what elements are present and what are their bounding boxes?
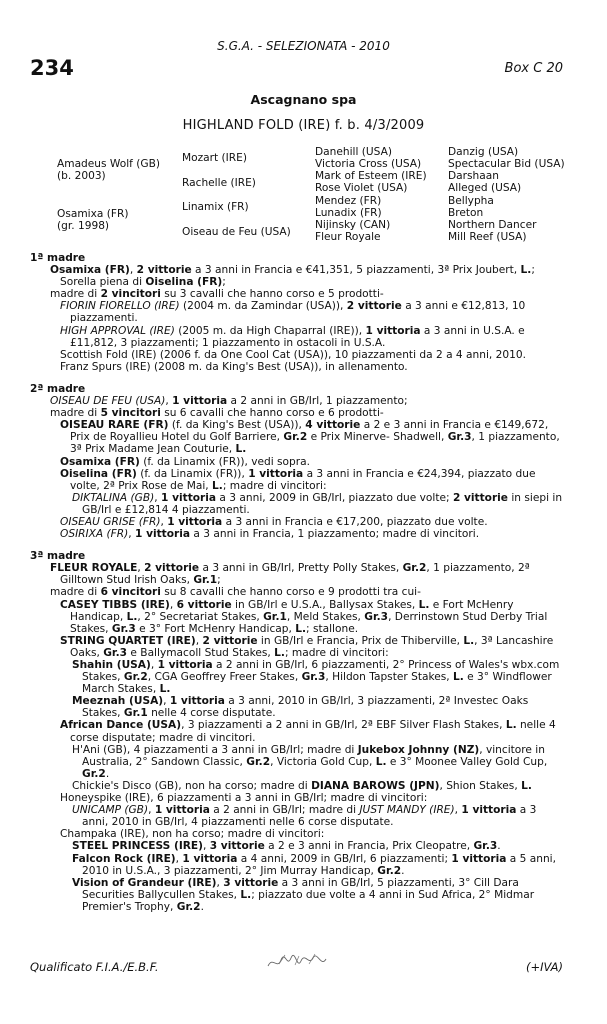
produce-record: [30, 252, 565, 913]
record-line: OISEAU GRISE (FR), 1 vittoria a 3 anni in Francia e €17,200, piazzato due volte.: [60, 515, 488, 528]
record-line: African Dance (USA), 3 piazzamenti a 2 anni in GB/Irl, 2ª EBF Silver Flash Stakes, L. nelle 4 corse disputate; madre di vincitori.: [60, 719, 556, 744]
record-line: Franz Spurs (IRE) (2008 m. da King's Best (USA)), in allenamento.: [60, 360, 408, 373]
record-line: STEEL PRINCESS (IRE), 3 vittorie a 2 e 3 anni in Francia, Prix Cleopatre, Gr.3.: [72, 840, 501, 853]
record-line: madre di 6 vincitori su 8 cavalli che hanno corso e 9 prodotti tra cui-: [50, 586, 421, 599]
pedigree-gen4: Northern Dancer: [448, 219, 537, 231]
record-line: UNICAMP (GB), 1 vittoria a 2 anni in GB/Irl; madre di JUST MANDY (IRE), 1 vittoria a 3 anni, 2010 in GB/Irl, 4 piazzamenti nelle 6 corse disputate.: [72, 804, 537, 829]
record-line: Champaka (IRE), non ha corso; madre di vincitori:: [60, 828, 325, 841]
pedigree-gen4: Darshaan: [448, 170, 499, 182]
box-number: Box C 20: [504, 61, 563, 76]
dam-year: (gr. 1998): [57, 220, 110, 232]
pedigree-gen2: Oiseau de Feu (USA): [182, 226, 291, 238]
record-line: CASEY TIBBS (IRE), 6 vittorie in GB/Irl e U.S.A., Ballysax Stakes, L. e Fort McHenry Handicap, L., 2° Secretariat Stakes, Gr.1, Meld Stakes, Gr.3, Derrinstown Stud Derby Trial Stakes, Gr.3 e 3° Fort McHenry Handicap, L.; stallone.: [60, 598, 548, 635]
dam-name: Osamixa (FR): [57, 208, 129, 220]
record-line: Honeyspike (IRE), 6 piazzamenti a 3 anni in GB/Irl; madre di vincitori:: [60, 792, 428, 805]
pedigree-gen3: Danehill (USA): [315, 146, 392, 158]
section-heading-first-dam: 1ª madre: [30, 252, 86, 264]
pedigree-gen4: Bellypha: [448, 195, 494, 207]
section-heading-second-dam: 2ª madre: [30, 382, 86, 395]
footer-vat: (+IVA): [526, 960, 563, 974]
record-line: Meeznah (USA), 1 vittoria a 3 anni, 2010 in GB/Irl, 3 piazzamenti, 2ª Investec Oaks Stakes, Gr.1 nelle 4 corse disputate.: [72, 695, 529, 720]
pedigree-gen4: Mill Reef (USA): [448, 231, 527, 243]
record-line: STRING QUARTET (IRE), 2 vittorie in GB/Irl e Francia, Prix de Thiberville, L., 3ª Lancashire Oaks, Gr.3 e Ballymacoll Stud Stakes, L.; madre di vincitori:: [60, 634, 554, 659]
pedigree-gen3: Victoria Cross (USA): [315, 158, 422, 170]
signature-icon: [265, 950, 329, 974]
pedigree-gen2: Mozart (IRE): [182, 152, 247, 164]
record-line: Chickie's Disco (GB), non ha corso; madre di DIANA BAROWS (JPN), Shion Stakes, L.: [72, 779, 532, 792]
record-line: madre di 2 vincitori su 3 cavalli che hanno corso e 5 prodotti-: [50, 288, 384, 301]
record-line: Shahin (USA), 1 vittoria a 2 anni in GB/Irl, 6 piazzamenti, 2° Princess of Wales's wbx.com Stakes, Gr.2, CGA Geoffrey Freer Stakes, Gr.3, Hildon Tapster Stakes, L. e 3° Windflower March Stakes, L.: [72, 659, 560, 696]
pedigree-gen3: Rose Violet (USA): [315, 182, 408, 194]
pedigree-gen3: Nijinsky (CAN): [315, 219, 391, 231]
pedigree-gen3: Mark of Esteem (IRE): [315, 170, 427, 182]
horse-title: HIGHLAND FOLD (IRE) f. b. 4/3/2009: [182, 118, 425, 133]
record-line: HIGH APPROVAL (IRE) (2005 m. da High Chaparral (IRE)), 1 vittoria a 3 anni in U.S.A. e £11,812, 3 piazzamenti; 1 piazzamento in ostacoli in U.S.A.: [60, 324, 525, 349]
record-line: Scottish Fold (IRE) (2006 f. da One Cool Cat (USA)), 10 piazzamenti da 2 a 4 anni, 2010.: [60, 348, 526, 361]
section-heading-third-dam: 3ª madre: [30, 550, 86, 563]
record-line: Osamixa (FR), 2 vittorie a 3 anni in Francia e €41,351, 5 piazzamenti, 3ª Prix Joubert, L.; Sorella piena di Oiselina (FR);: [50, 264, 535, 289]
lot-number: 234: [30, 56, 74, 80]
record-line: OISEAU RARE (FR) (f. da King's Best (USA)), 4 vittorie a 2 e 3 anni in Francia e €149,672, Prix de Royallieu Hotel du Golf Barriere, Gr.2 e Prix Minerve- Shadwell, Gr.3, 1 piazzamento, 3ª Prix Madame Jean Couturie, L.: [60, 419, 560, 456]
record-line: DIKTALINA (GB), 1 vittoria a 3 anni, 2009 in GB/Irl, piazzato due volte; 2 vittorie in siepi in GB/Irl e £12,814 4 piazzamenti.: [72, 491, 563, 516]
record-line: FIORIN FIORELLO (IRE) (2004 m. da Zamindar (USA)), 2 vittorie a 3 anni e €12,813, 10 piazzamenti.: [60, 300, 526, 325]
sire-year: (b. 2003): [57, 170, 106, 182]
pedigree-gen4: Breton: [448, 207, 484, 219]
record-line: FLEUR ROYALE, 2 vittorie a 3 anni in GB/Irl, Pretty Polly Stakes, Gr.2, 1 piazzamento, 2ª Gilltown Stud Irish Oaks, Gr.1;: [50, 562, 530, 587]
footer-qualification: Qualificato F.I.A./E.B.F.: [30, 960, 159, 974]
pedigree-gen4: Alleged (USA): [448, 182, 522, 194]
record-line: Falcon Rock (IRE), 1 vittoria a 4 anni, 2009 in GB/Irl, 6 piazzamenti; 1 vittoria a 5 anni, 2010 in U.S.A., 3 piazzamenti, 2° Jim Murray Handicap, Gr.2.: [72, 852, 556, 877]
record-line: OISEAU DE FEU (USA), 1 vittoria a 2 anni in GB/Irl, 1 piazzamento;: [50, 395, 408, 408]
consignor: Ascagnano spa: [250, 92, 357, 107]
record-line: madre di 5 vincitori su 6 cavalli che hanno corso e 6 prodotti-: [50, 407, 384, 420]
record-line: H'Ani (GB), 4 piazzamenti a 3 anni in GB/Irl; madre di Jukebox Johnny (NZ), vincitore in Australia, 2° Sandown Classic, Gr.2, Victoria Gold Cup, L. e 3° Moonee Valley Gold Cup, Gr.2.: [72, 743, 548, 780]
pedigree-gen3: Fleur Royale: [315, 231, 381, 243]
record-line: Vision of Grandeur (IRE), 3 vittorie a 3 anni in GB/Irl, 5 piazzamenti, 3° Cill Dara Securities Ballycullen Stakes, L.; piazzato due volte a 4 anni in Sud Africa, 2° Midmar Premier's Trophy, Gr.2.: [72, 876, 535, 913]
record-line: OSIRIXA (FR), 1 vittoria a 3 anni in Francia, 1 piazzamento; madre di vincitori.: [60, 528, 480, 541]
record-line: Oiselina (FR) (f. da Linamix (FR)), 1 vittoria a 3 anni in Francia e €24,394, piazzato due volte, 2ª Prix Rose de Mai, L.; madre di vincitori:: [60, 467, 536, 492]
pedigree-gen3: Mendez (FR): [315, 195, 382, 207]
pedigree-gen4: Spectacular Bid (USA): [448, 158, 565, 170]
sale-title: S.G.A. - SELEZIONATA - 2010: [217, 39, 390, 53]
pedigree-gen4: Danzig (USA): [448, 146, 519, 158]
pedigree-gen2: Linamix (FR): [182, 201, 249, 213]
record-line: Osamixa (FR) (f. da Linamix (FR)), vedi sopra.: [60, 455, 310, 468]
pedigree-gen3: Lunadix (FR): [315, 207, 382, 219]
pedigree-gen2: Rachelle (IRE): [182, 177, 256, 189]
sire-name: Amadeus Wolf (GB): [57, 158, 161, 170]
